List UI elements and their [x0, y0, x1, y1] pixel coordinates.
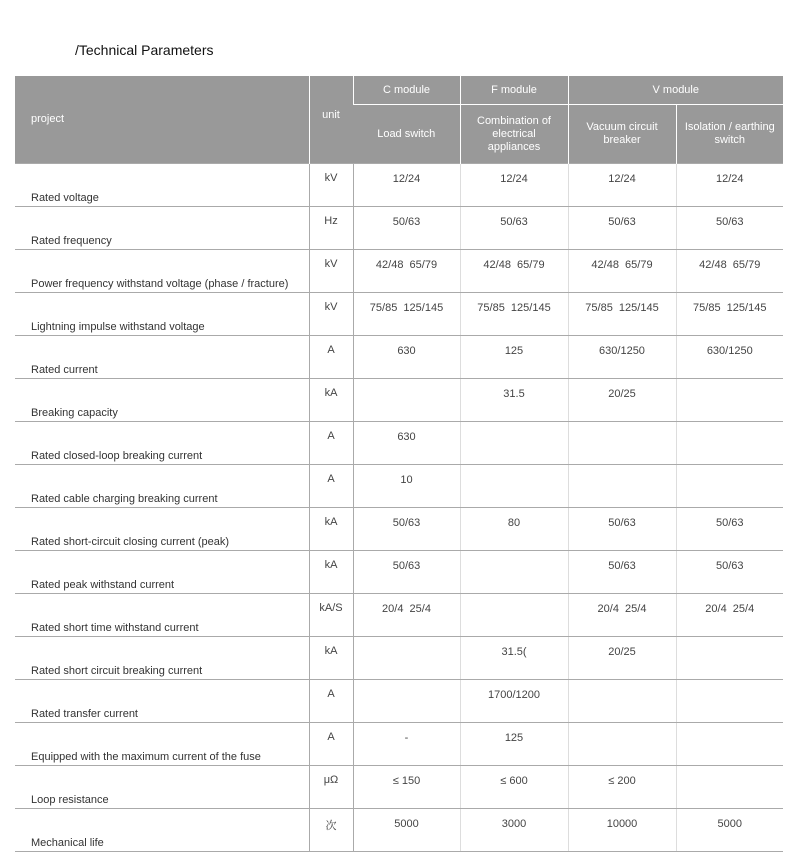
row-value: 75/85 125/145	[568, 293, 676, 336]
header-project: project	[15, 76, 309, 164]
table-header	[15, 76, 783, 164]
row-value	[568, 723, 676, 766]
row-unit: kA	[309, 508, 353, 551]
table-row	[15, 207, 783, 250]
row-project: Rated frequency	[15, 207, 309, 250]
row-project: Breaking capacity	[15, 379, 309, 422]
table-row	[15, 637, 783, 680]
row-project: Loop resistance	[15, 766, 309, 809]
row-value: 10000	[568, 809, 676, 852]
row-value: 31.5(	[460, 637, 568, 680]
row-value: 50/63	[676, 207, 783, 250]
row-value: 75/85 125/145	[676, 293, 783, 336]
row-value: 50/63	[353, 207, 460, 250]
row-value: 42/48 65/79	[676, 250, 783, 293]
row-value: 42/48 65/79	[568, 250, 676, 293]
row-project: Rated closed-loop breaking current	[15, 422, 309, 465]
row-value	[676, 422, 783, 465]
row-value	[676, 766, 783, 809]
row-project: Rated cable charging breaking current	[15, 465, 309, 508]
technical-parameters-table	[15, 75, 783, 852]
row-value: 50/63	[676, 508, 783, 551]
row-unit: A	[309, 465, 353, 508]
table-row	[15, 766, 783, 809]
table-row	[15, 336, 783, 379]
row-value: 20/4 25/4	[676, 594, 783, 637]
row-value: 50/63	[568, 551, 676, 594]
row-value: 630/1250	[568, 336, 676, 379]
row-value: 125	[460, 723, 568, 766]
row-value: 5000	[353, 809, 460, 852]
row-project: Rated transfer current	[15, 680, 309, 723]
row-value: 10	[353, 465, 460, 508]
row-unit: kV	[309, 293, 353, 336]
row-value: 12/24	[676, 164, 783, 207]
header-vacuum-breaker: Vacuum circuit breaker	[568, 105, 676, 164]
row-unit: kA	[309, 379, 353, 422]
row-value	[676, 723, 783, 766]
row-value: 42/48 65/79	[353, 250, 460, 293]
row-value	[676, 465, 783, 508]
row-value: 20/4 25/4	[568, 594, 676, 637]
row-value	[676, 637, 783, 680]
row-value: 42/48 65/79	[460, 250, 568, 293]
row-project: Lightning impulse withstand voltage	[15, 293, 309, 336]
row-unit: kA	[309, 551, 353, 594]
row-value: ≤ 200	[568, 766, 676, 809]
row-value: 50/63	[353, 508, 460, 551]
table-row	[15, 250, 783, 293]
row-value: 50/63	[353, 551, 460, 594]
row-project: Rated current	[15, 336, 309, 379]
row-value: 1700/1200	[460, 680, 568, 723]
row-value	[353, 680, 460, 723]
header-unit: unit	[309, 76, 353, 164]
row-unit: μΩ	[309, 766, 353, 809]
row-value: 75/85 125/145	[460, 293, 568, 336]
row-value: 31.5	[460, 379, 568, 422]
header-load-switch: Load switch	[353, 105, 460, 164]
row-value: 50/63	[568, 508, 676, 551]
row-value	[460, 551, 568, 594]
row-project: Mechanical life	[15, 809, 309, 852]
row-value: -	[353, 723, 460, 766]
row-value: 12/24	[568, 164, 676, 207]
row-unit: A	[309, 422, 353, 465]
table-row	[15, 551, 783, 594]
row-value	[568, 465, 676, 508]
row-value	[676, 379, 783, 422]
row-value: 75/85 125/145	[353, 293, 460, 336]
table-row	[15, 508, 783, 551]
row-project: Rated short-circuit closing current (peak)	[15, 508, 309, 551]
header-combination-appliances: Combination of electrical appliances	[460, 105, 568, 164]
row-unit: kV	[309, 164, 353, 207]
table-row	[15, 465, 783, 508]
page-title: /Technical Parameters	[75, 42, 214, 58]
row-unit: Hz	[309, 207, 353, 250]
row-project: Equipped with the maximum current of the fuse	[15, 723, 309, 766]
header-c-module: C module	[353, 76, 460, 105]
row-value	[460, 465, 568, 508]
row-project: Rated short time withstand current	[15, 594, 309, 637]
table-body	[15, 164, 783, 852]
row-value: 80	[460, 508, 568, 551]
row-value: 50/63	[676, 551, 783, 594]
row-value: 20/4 25/4	[353, 594, 460, 637]
row-project: Rated voltage	[15, 164, 309, 207]
row-project: Power frequency withstand voltage (phase / fracture)	[15, 250, 309, 293]
row-value	[460, 594, 568, 637]
row-value: ≤ 150	[353, 766, 460, 809]
table-row	[15, 809, 783, 852]
row-value: 20/25	[568, 637, 676, 680]
row-unit: kA/S	[309, 594, 353, 637]
table-row	[15, 723, 783, 766]
row-value: 125	[460, 336, 568, 379]
row-value	[676, 680, 783, 723]
table-row	[15, 680, 783, 723]
row-value: 630	[353, 336, 460, 379]
row-value: 50/63	[568, 207, 676, 250]
table-row	[15, 422, 783, 465]
row-value: ≤ 600	[460, 766, 568, 809]
row-unit: 次	[309, 809, 353, 852]
header-f-module: F module	[460, 76, 568, 105]
row-value: 630	[353, 422, 460, 465]
header-v-module: V module	[568, 76, 783, 105]
row-value: 50/63	[460, 207, 568, 250]
row-project: Rated short circuit breaking current	[15, 637, 309, 680]
row-unit: kA	[309, 637, 353, 680]
row-unit: kV	[309, 250, 353, 293]
row-value: 5000	[676, 809, 783, 852]
row-project: Rated peak withstand current	[15, 551, 309, 594]
table-row	[15, 379, 783, 422]
row-unit: A	[309, 723, 353, 766]
table-row	[15, 594, 783, 637]
row-value	[568, 680, 676, 723]
row-value	[353, 379, 460, 422]
row-value: 12/24	[353, 164, 460, 207]
row-unit: A	[309, 680, 353, 723]
table-row	[15, 164, 783, 207]
row-value: 20/25	[568, 379, 676, 422]
row-value	[460, 422, 568, 465]
header-isolation-switch: Isolation / earthing switch	[676, 105, 783, 164]
row-value: 630/1250	[676, 336, 783, 379]
table-row	[15, 293, 783, 336]
row-value	[568, 422, 676, 465]
row-value: 12/24	[460, 164, 568, 207]
row-value: 3000	[460, 809, 568, 852]
row-value	[353, 637, 460, 680]
row-unit: A	[309, 336, 353, 379]
